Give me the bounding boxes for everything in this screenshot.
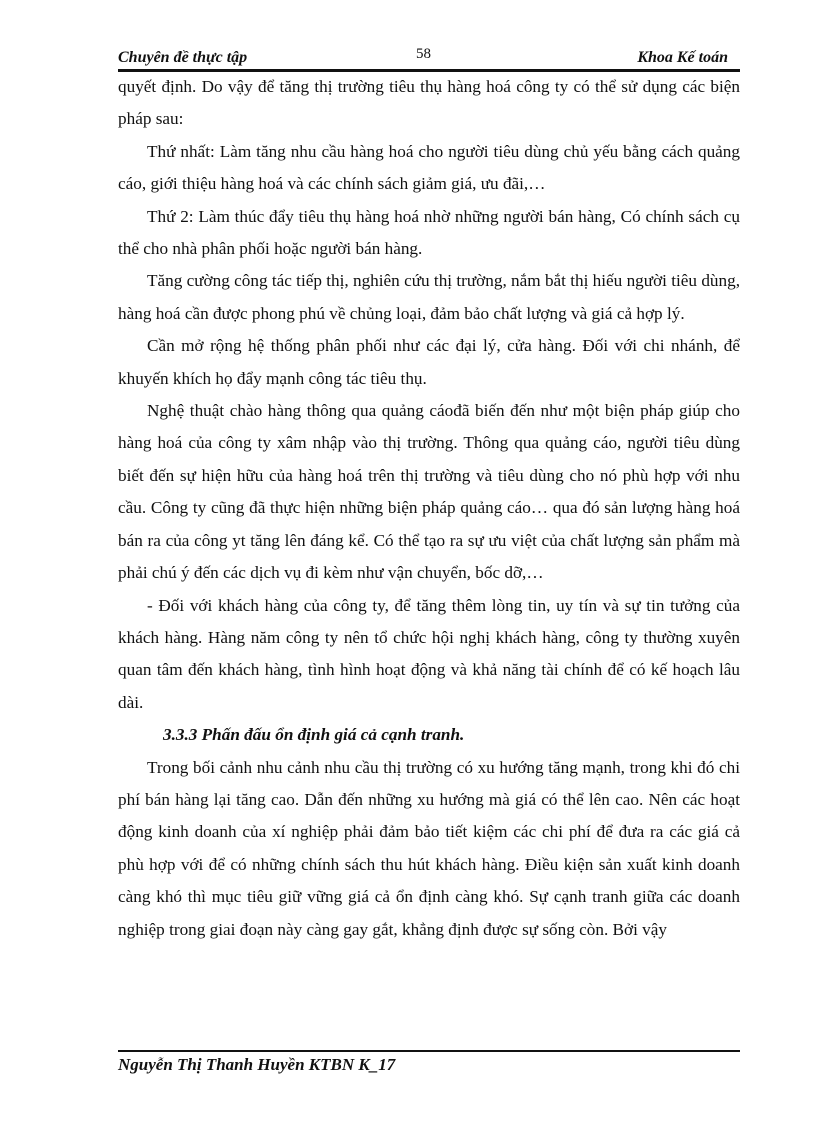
paragraph-customers: - Đối với khách hàng của công ty, để tăng thêm lòng tin, uy tín và sự tin tưởng của khách hàng. Hàng năm công ty nên tổ chức hội nghị khách hàng, công ty thường xuyên quan tâm đến khách hàng, tình hình hoạt động và khả năng tài chính để có kế hoạch lâu dài. <box>118 595 740 712</box>
header-department: Khoa Kế toán <box>637 49 728 66</box>
section-heading: 3.3.3 Phấn đấu ổn định giá cả cạnh tranh. <box>163 725 465 745</box>
paragraph-continuation: quyết định. Do vậy để tăng thị trường tiêu thụ hàng hoá công ty có thể sử dụng các biện pháp sau: <box>118 77 740 129</box>
paragraph-first-measure: Thứ nhất: Làm tăng nhu cầu hàng hoá cho người tiêu dùng chủ yếu bằng cách quảng cáo, giới thiệu hàng hoá và các chính sách giảm giá, ưu đãi,… <box>118 141 740 194</box>
paragraph-marketing: Tăng cường công tác tiếp thị, nghiên cứu thị trường, nắm bắt thị hiếu người tiêu dùng, hàng hoá cần được phong phú về chủng loại, đảm bảo chất lượng và giá cả hợp lý. <box>118 271 740 323</box>
footer-rule <box>118 1050 740 1052</box>
page-header <box>118 45 740 69</box>
page-number: 58 <box>416 46 431 62</box>
paragraph-distribution: Cần mở rộng hệ thống phân phối như các đại lý, cửa hàng. Đối với chi nhánh, để khuyến khích họ đẩy mạnh công tác tiêu thụ. <box>118 336 740 388</box>
header-title: Chuyên đề thực tập <box>118 49 248 66</box>
paragraph-price-stability: Trong bối cảnh nhu cảnh nhu cầu thị trường có xu hướng tăng mạnh, trong khi đó chi phí bán hàng lại tăng cao. Dẫn đến những xu hướng mà giá có thể lên cao. Nên các hoạt động kinh doanh của xí nghiệp phải đảm bảo tiết kiệm các chi phí để đưa ra các giá cả phù hợp với để có những chính sách thu hút khách hàng. Điều kiện sản xuất kinh doanh càng khó thì mục tiêu giữ vững giá cả ổn định càng khó. Sự cạnh tranh giữa các doanh nghiệp trong giai đoạn này càng gay gắt, khẳng định được sự sống còn. Bởi vậy <box>118 757 740 939</box>
paragraph-second-measure: Thứ 2: Làm thúc đẩy tiêu thụ hàng hoá nhờ những người bán hàng, Có chính sách cụ thể cho nhà phân phối hoặc người bán hàng. <box>118 206 740 259</box>
page-body <box>118 71 740 946</box>
paragraph-advertising: Nghệ thuật chào hàng thông qua quảng cáođã biến đến như một biện pháp giúp cho hàng hoá của công ty xâm nhập vào thị trường. Thông qua quảng cáo, người tiêu dùng biết đến sự hiện hữu của hàng hoá trên thị trường và tiêu dùng cho nó phù hợp với nhu cầu. Công ty cũng đã thực hiện những biện pháp quảng cáo… qua đó sản lượng hàng hoá bán ra của công yt tăng lên đáng kể. Có thể tạo ra sự ưu việt của chất lượng sản phẩm mà phải chú ý đến các dịch vụ đi kèm như vận chuyển, bốc dỡ,… <box>118 401 740 583</box>
footer-author: Nguyễn Thị Thanh Huyền KTBN K_17 <box>118 1055 396 1074</box>
